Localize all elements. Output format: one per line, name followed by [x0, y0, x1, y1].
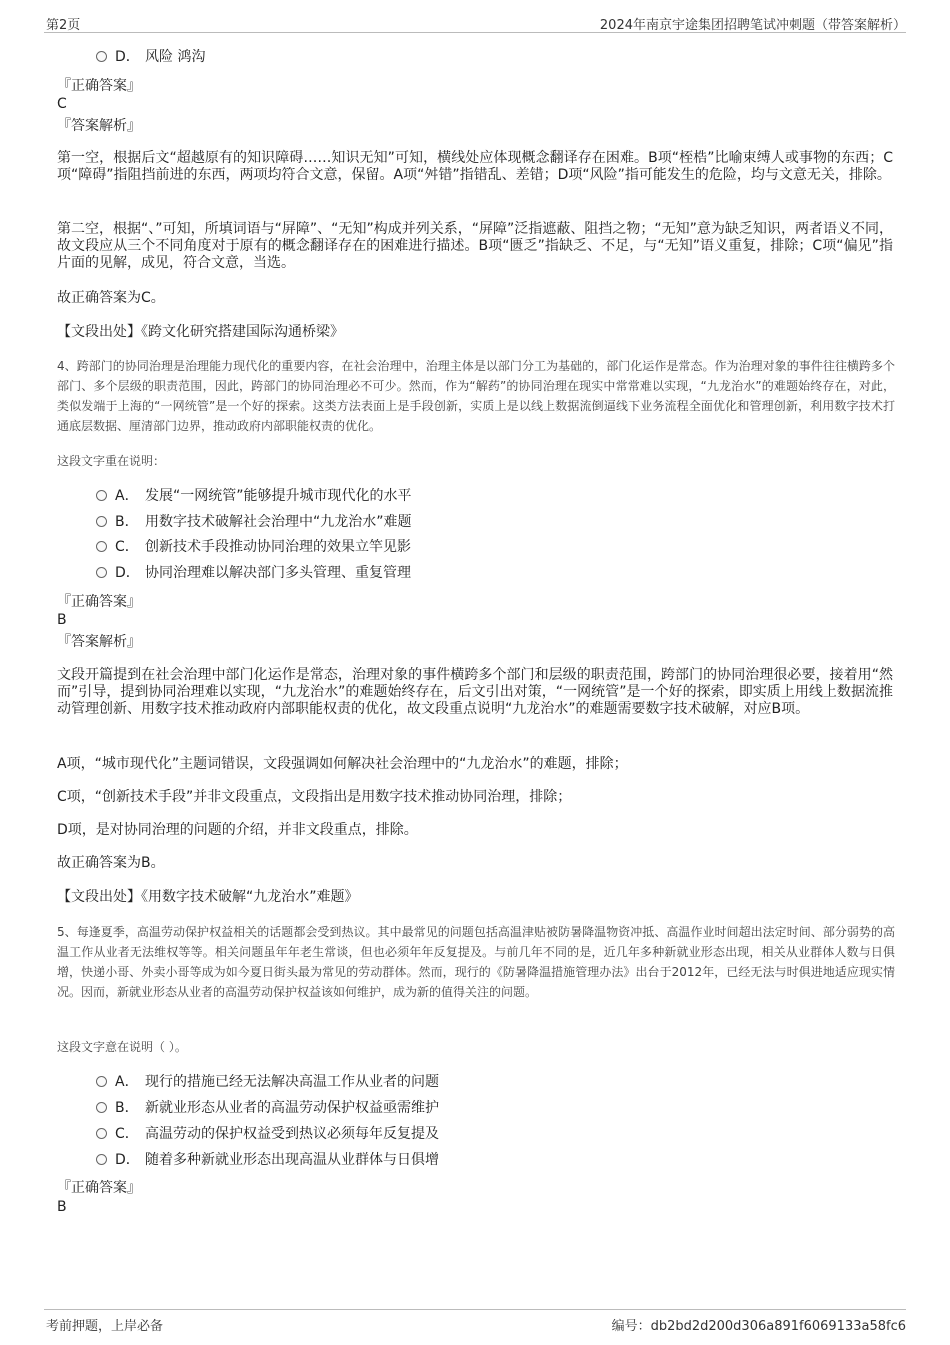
q3-analysis-p2: 第二空，根据“、”可知，所填词语与“屏障”、“无知”构成并列关系，“屏障”泛指遮蔽、阻挡之物；“无知”意为缺乏知识，两者语义不同，故文段应从三个不同角度对于原有的概念翻译存在的困难进行描述。B项“匮乏”指缺乏、不足，与“无知”语义重复，排除；C项“偏见”指片面的见解，成见，符合文意，当选。	[57, 221, 893, 271]
q3-option-d[interactable]: D． 风险 鸿沟	[96, 47, 205, 67]
document-id: 编号：db2bd2d200d306a891f6069133a58fc6	[611, 1319, 906, 1334]
option-text: 协同治理难以解决部门多头管理、重复管理	[145, 565, 411, 581]
option-text: 用数字技术破解社会治理中“九龙治水”难题	[145, 514, 412, 530]
header-divider	[44, 32, 906, 33]
q4-analysis-d: D项，是对协同治理的问题的介绍，并非文段重点，排除。	[57, 822, 418, 838]
footer-slogan: 考前押题，上岸必备	[46, 1319, 164, 1334]
option-text: 随着多种新就业形态出现高温从业群体与日俱增	[145, 1152, 439, 1168]
footer-divider	[44, 1309, 906, 1310]
q4-option-b[interactable]: B． 用数字技术破解社会治理中“九龙治水”难题	[96, 512, 412, 532]
q4-analysis-c: C项，“创新技术手段”并非文段重点，文段指出是用数字技术推动协同治理，排除；	[57, 789, 572, 805]
q4-answer: B	[57, 612, 67, 628]
radio-icon[interactable]	[96, 1076, 107, 1087]
option-text: 现行的措施已经无法解决高温工作从业者的问题	[145, 1074, 439, 1090]
option-text: 风险 鸿沟	[145, 49, 206, 65]
q4-source: 【文段出处】《用数字技术破解“九龙治水”难题》	[57, 889, 359, 905]
option-text: 新就业形态从业者的高温劳动保护权益亟需维护	[145, 1100, 439, 1116]
radio-icon[interactable]	[96, 1128, 107, 1139]
q4-option-c[interactable]: C． 创新技术手段推动协同治理的效果立竿见影	[96, 537, 411, 557]
q3-analysis-conclusion: 故正确答案为C。	[57, 290, 165, 306]
radio-icon[interactable]	[96, 1154, 107, 1165]
document-title: 2024年南京宇途集团招聘笔试冲刺题（带答案解析）	[599, 18, 906, 33]
radio-icon[interactable]	[96, 1102, 107, 1113]
q4-analysis-p1: 文段开篇提到在社会治理中部门化运作是常态，治理对象的事件横跨多个部门和层级的职责范围，跨部门的协同治理很必要，接着用“然而”引导，提到协同治理难以实现，“九龙治水”的难题始终存在，后文引出对策，“一网统管”是一个好的探索，即实质上用线上数据流推动管理创新、用数字技术推动政府内部职能权责的优化，故文段重点说明“九龙治水”的难题需要数字技术破解，对应B项。	[57, 667, 893, 717]
q4-stem: 4、跨部门的协同治理是治理能力现代化的重要内容，在社会治理中，治理主体是以部门分工为基础的，部门化运作是常态。作为治理对象的事件往往横跨多个部门、多个层级的职责范围，因此，跨部门的协同治理必不可少。然而，作为“解药”的协同治理在现实中常常难以实现，“九龙治水”的难题始终存在，对此，类似发端于上海的“一网统管”是一个好的探索。这类方法表面上是手段创新，实质上是以线上数据流倒逼线下业务流程全面优化和管理创新，利用数字技术打通底层数据、厘清部门边界，推动政府内部职能权责的优化。	[57, 359, 895, 433]
q4-answer-label: 『正确答案』	[57, 594, 141, 610]
q4-analysis-label: 『答案解析』	[57, 634, 141, 650]
page-number: 第2页	[46, 18, 81, 33]
q3-source: 【文段出处】《跨文化研究搭建国际沟通桥梁》	[57, 324, 344, 340]
radio-icon[interactable]	[96, 567, 107, 578]
option-text: 高温劳动的保护权益受到热议必须每年反复提及	[145, 1126, 439, 1142]
q4-analysis-a: A项，“城市现代化”主题词错误，文段强调如何解决社会治理中的“九龙治水”的难题，排除；	[57, 756, 628, 772]
q4-option-d[interactable]: D． 协同治理难以解决部门多头管理、重复管理	[96, 563, 411, 583]
q4-analysis-conclusion: 故正确答案为B。	[57, 855, 165, 871]
radio-icon[interactable]	[96, 516, 107, 527]
radio-icon[interactable]	[96, 541, 107, 552]
q3-answer-label: 『正确答案』	[57, 78, 141, 94]
q4-ask: 这段文字重在说明：	[57, 454, 166, 468]
q5-ask: 这段文字意在说明（ ）。	[57, 1040, 187, 1054]
radio-icon[interactable]	[96, 490, 107, 501]
q3-analysis-label: 『答案解析』	[57, 118, 141, 134]
q5-stem: 5、每逢夏季，高温劳动保护权益相关的话题都会受到热议。其中最常见的问题包括高温津贴被防暑降温物资冲抵、高温作业时间超出法定时间、部分弱势的高温工作从业者无法维权等等。相关问题虽年年老生常谈，但也必须年年反复提及。与前几年不同的是，近几年多种新就业形态出现，相关从业群体人数与日俱增，快递小哥、外卖小哥等成为如今夏日街头最为常见的劳动群体。然而，现行的《防暑降温措施管理办法》出台于2012年，已经无法与时俱进地适应现实情况。因而，新就业形态从业者的高温劳动保护权益该如何维护，成为新的值得关注的问题。	[57, 925, 895, 999]
radio-icon[interactable]	[96, 51, 107, 62]
page-footer	[0, 1306, 950, 1345]
q5-answer: B	[57, 1199, 67, 1215]
q3-analysis-p1: 第一空，根据后文“超越原有的知识障碍……知识无知”可知，横线处应体现概念翻译存在困难。B项“桎梏”比喻束缚人或事物的东西；C项“障碍”指阻挡前进的东西，两项均符合文意，保留。A项“舛错”指错乱、差错；D项“风险”指可能发生的危险，均与文意无关，排除。	[57, 150, 893, 183]
option-text: 发展“一网统管”能够提升城市现代化的水平	[145, 488, 412, 504]
page-header	[0, 0, 950, 34]
q5-option-d[interactable]: D． 随着多种新就业形态出现高温从业群体与日俱增	[96, 1150, 439, 1170]
q5-option-a[interactable]: A． 现行的措施已经无法解决高温工作从业者的问题	[96, 1072, 439, 1092]
q4-option-a[interactable]: A． 发展“一网统管”能够提升城市现代化的水平	[96, 486, 412, 506]
q5-answer-label: 『正确答案』	[57, 1180, 141, 1196]
q3-answer: C	[57, 96, 67, 112]
q5-option-c[interactable]: C． 高温劳动的保护权益受到热议必须每年反复提及	[96, 1124, 439, 1144]
q5-option-b[interactable]: B． 新就业形态从业者的高温劳动保护权益亟需维护	[96, 1098, 439, 1118]
option-text: 创新技术手段推动协同治理的效果立竿见影	[145, 539, 411, 555]
